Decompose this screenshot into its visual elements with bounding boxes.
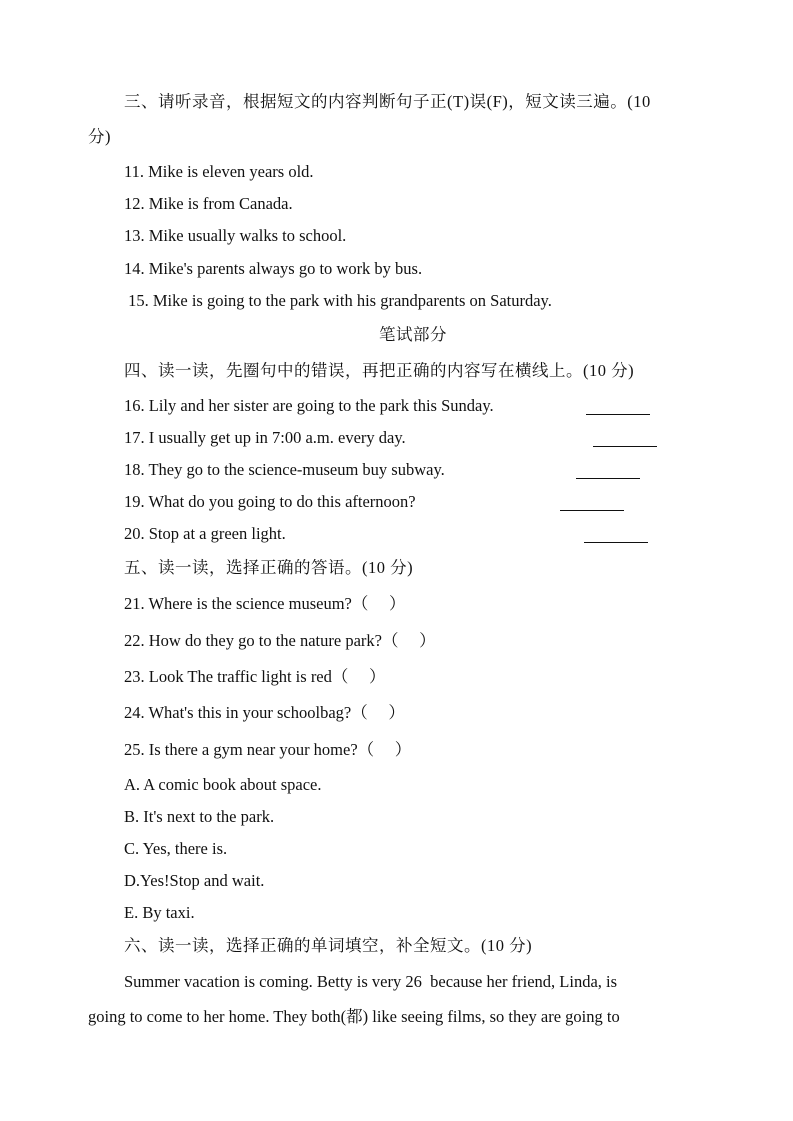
section3-heading-cont: 分)	[88, 127, 111, 146]
question-17: 17. I usually get up in 7:00 a.m. every day.	[124, 428, 406, 447]
question-15: 15. Mike is going to the park with his grandparents on Saturday.	[124, 291, 552, 310]
section6-heading: 六、读一读，选择正确的单词填空，补全短文。(10 分)	[124, 936, 533, 955]
answer-blank-19[interactable]	[560, 510, 624, 511]
option-c: C. Yes, there is.	[124, 839, 228, 858]
question-19: 19. What do you going to do this afternoon?	[124, 492, 416, 511]
option-a: A. A comic book about space.	[124, 775, 322, 794]
written-part-title: 笔试部分	[379, 325, 447, 344]
question-25: 25. Is there a gym near your home?（ ）	[124, 740, 412, 759]
question-20: 20. Stop at a green light.	[124, 524, 286, 543]
question-23: 23. Look The traffic light is red（ ）	[124, 667, 386, 686]
question-11: 11. Mike is eleven years old.	[124, 162, 314, 181]
question-13: 13. Mike usually walks to school.	[124, 226, 347, 245]
answer-blank-17[interactable]	[593, 446, 657, 447]
question-16: 16. Lily and her sister are going to the park this Sunday.	[124, 396, 494, 415]
answer-blank-16[interactable]	[586, 414, 650, 415]
question-18: 18. They go to the science-museum buy subway.	[124, 460, 445, 479]
question-24: 24. What's this in your schoolbag?（ ）	[124, 703, 405, 722]
section3-heading: 三、请听录音，根据短文的内容判断句子正(T)误(F)，短文读三遍。(10	[124, 92, 651, 111]
question-21: 21. Where is the science museum?（ ）	[124, 594, 406, 613]
question-12: 12. Mike is from Canada.	[124, 194, 293, 213]
section4-heading: 四、读一读，先圈句中的错误，再把正确的内容写在横线上。(10 分)	[124, 361, 635, 380]
answer-blank-18[interactable]	[576, 478, 640, 479]
question-22: 22. How do they go to the nature park?（ ）	[124, 631, 436, 650]
question-14: 14. Mike's parents always go to work by bus.	[124, 259, 423, 278]
passage-line-2: going to come to her home. They both(都) like seeing films, so they are going to	[88, 1007, 620, 1026]
option-b: B. It's next to the park.	[124, 807, 275, 826]
section5-heading: 五、读一读，选择正确的答语。(10 分)	[124, 558, 414, 577]
option-d: D.Yes!Stop and wait.	[124, 871, 265, 890]
answer-blank-20[interactable]	[584, 542, 648, 543]
option-e: E. By taxi.	[124, 903, 195, 922]
passage-line-1: Summer vacation is coming. Betty is very 26 because her friend, Linda, is	[124, 972, 618, 991]
